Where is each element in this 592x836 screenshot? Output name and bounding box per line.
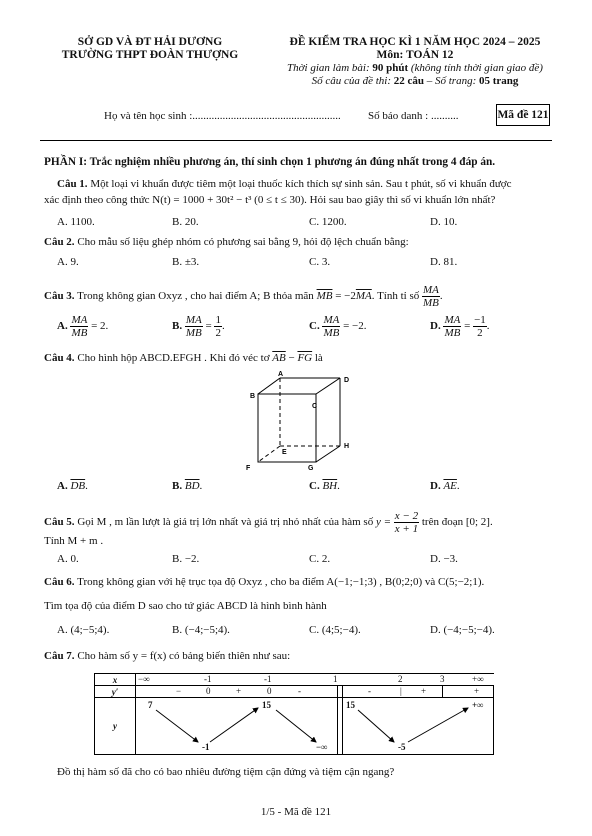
school-dept: SỞ GD VÀ ĐT HẢI DƯƠNG (77, 36, 223, 48)
student-id-line: Số báo danh : .......... (368, 110, 459, 122)
exam-subject: Môn: TOÁN 12 (376, 49, 454, 61)
question-2 (44, 236, 564, 248)
part1-title: PHẦN I: Trắc nghiệm nhiều phương án, thí sinh chọn 1 phương án đúng nhất trong 4 đáp án. (44, 156, 496, 168)
vertex-h: H (344, 443, 350, 450)
school-name: TRƯỜNG THPT ĐOÀN THƯỢNG (61, 49, 239, 61)
front-face (258, 394, 316, 462)
q5-option-d[interactable]: D. −3. (430, 553, 458, 565)
q3-option-c[interactable]: C. $\frac{MA}{MB}$ = −2. (309, 314, 367, 339)
q3-option-d[interactable]: D. $\frac{MA}{MB}$ = $\frac{-1}{2}$ . (430, 314, 490, 339)
cuboid-figure (228, 368, 364, 476)
q3-option-a[interactable]: A. $\frac{MA}{MB}$ = 2. (57, 314, 109, 339)
vertex-b: B (250, 393, 256, 400)
q6-option-c[interactable]: C. (4;5;−4). (309, 624, 361, 636)
q1-option-d[interactable]: D. 10. (430, 216, 458, 228)
question-5: Câu 5. Gọi M , m lần lượt là giá trị lớn nhất và giá trị nhỏ nhất của hàm số y = $\frac{x - 2}{x + 1}$ trên đoạn [0; 2]. (44, 510, 493, 535)
q1-option-c[interactable]: C. 1200. (309, 216, 347, 228)
q5-option-c[interactable]: C. 2. (309, 553, 331, 565)
q5-option-a[interactable]: A. 0. (57, 553, 79, 565)
q2-option-b[interactable]: B. ±3. (172, 256, 200, 268)
q1-option-a[interactable]: A. 1100. (57, 216, 95, 228)
vertex-g: G (308, 465, 314, 472)
q4-option-c[interactable]: C. $\overline{BH}$. (309, 480, 340, 492)
q2-option-d[interactable]: D. 81. (430, 256, 458, 268)
question-1-label: Câu 1. (57, 178, 88, 190)
q6-option-d[interactable]: D. (−4;−5;−4). (430, 624, 495, 636)
vector-mb: $\overline{MB}$ (316, 290, 333, 303)
question-1-text-cont: xác định theo công thức N(t) = 1000 + 30t² − t³ (0 ≤ t ≤ 30). Hỏi sau bao giây thì số vi khuẩn lớn nhất? (44, 194, 496, 206)
exam-title: ĐỀ KIỂM TRA HỌC KÌ 1 NĂM HỌC 2024 – 2025 (289, 36, 541, 48)
question-6: Câu 6. Trong không gian với hệ trục tọa độ Oxyz , cho ba điểm A(−1;−1;3) , B(0;2;0) và C(5;−2;1). (44, 576, 485, 588)
vertex-c: C (312, 403, 318, 410)
q1-option-b[interactable]: B. 20. (172, 216, 199, 228)
q5-option-b[interactable]: B. −2. (172, 553, 200, 565)
vertex-e: E (282, 449, 287, 456)
edge-hg (316, 446, 340, 462)
question-4: Câu 4. Cho hình hộp ABCD.EFGH . Khi đó véc tơ $\overline{AB} - \overline{FG}$ là (44, 352, 323, 364)
question-5-label: Câu 5. (44, 516, 75, 529)
student-name-line: Họ và tên học sinh :...................................................... (104, 110, 341, 122)
question-3: Câu 3. Trong không gian Oxyz , cho hai điểm A; B thỏa mãn $\overline{MB} = -2\overline{MA}$. Tính tỉ số $\frac{MA}{MB}$ . (44, 284, 443, 309)
edge-ef-hidden (258, 446, 280, 462)
q2-option-c[interactable]: C. 3. (309, 256, 331, 268)
question-7: Câu 7. Cho hàm số y = f(x) có bảng biến thiên như sau: (44, 650, 291, 662)
q2-option-a[interactable]: A. 9. (57, 256, 79, 268)
question-2-text: Cho mẫu số liệu ghép nhóm có phương sai bằng 9, hỏi độ lệch chuẩn bằng: (77, 236, 409, 248)
q3-option-b[interactable]: B. $\frac{MA}{MB}$ = $\frac{1}{2}$ . (172, 314, 225, 339)
function-fraction: $\frac{x - 2}{x + 1}$ (394, 510, 419, 535)
row-y: y 7 -1 15 −∞ 15 -5 +∞ (95, 698, 494, 755)
vector-ab: $\overline{AB}$ (272, 352, 286, 364)
question-7-prompt: Đồ thị hàm số đã cho có bao nhiêu đường tiệm cận đứng và tiệm cận ngang? (57, 766, 395, 778)
vertex-f: F (246, 465, 251, 472)
vector-fg: $\overline{FG}$ (297, 352, 313, 364)
q6-option-b[interactable]: B. (−4;−5;4). (172, 624, 230, 636)
question-7-label: Câu 7. (44, 650, 75, 662)
ratio-fraction: $\frac{MA}{MB}$ (423, 284, 439, 309)
variation-arrows (136, 698, 496, 754)
question-5-text-cont: Tính M + m . (44, 535, 104, 547)
exam-code-box: Mã đề 121 (496, 104, 550, 126)
exam-time: Thời gian làm bài: 90 phút (không tính thời gian giao đề) (287, 62, 543, 74)
edge-ab (258, 378, 280, 394)
row-x: x −∞ -1 -1 1 2 3 +∞ (95, 674, 494, 686)
question-6-label: Câu 6. (44, 576, 75, 588)
page-footer: 1/5 - Mã đề 121 (260, 806, 332, 818)
variation-table (94, 673, 494, 755)
header-divider (40, 140, 552, 141)
vertex-d: D (344, 377, 350, 384)
question-2-label: Câu 2. (44, 236, 75, 248)
vertex-a: A (278, 371, 284, 378)
edge-dc (316, 378, 340, 394)
question-1 (57, 178, 557, 190)
question-1-text: Một loại vi khuẩn được tiêm một loại thuốc kích thích sự sinh sản. Sau t phút, số vi khuẩn được (90, 178, 512, 190)
question-4-label: Câu 4. (44, 352, 75, 364)
question-3-label: Câu 3. (44, 290, 75, 303)
vector-ma: $\overline{MA}$ (355, 290, 372, 303)
q4-option-a[interactable]: A. $\overline{DB}$. (57, 480, 88, 492)
q6-option-a[interactable]: A. (4;−5;4). (57, 624, 110, 636)
row-yprime: y′ − 0 + 0 - - | + + (95, 686, 494, 698)
q4-option-b[interactable]: B. $\overline{BD}$. (172, 480, 203, 492)
question-6-text-cont: Tìm tọa độ của điểm D sao cho tứ giác ABCD là hình bình hành (44, 600, 327, 612)
exam-count: Số câu của đề thi: 22 câu – Số trang: 05 trang (311, 75, 519, 87)
q4-option-d[interactable]: D. $\overline{AE}$. (430, 480, 460, 492)
